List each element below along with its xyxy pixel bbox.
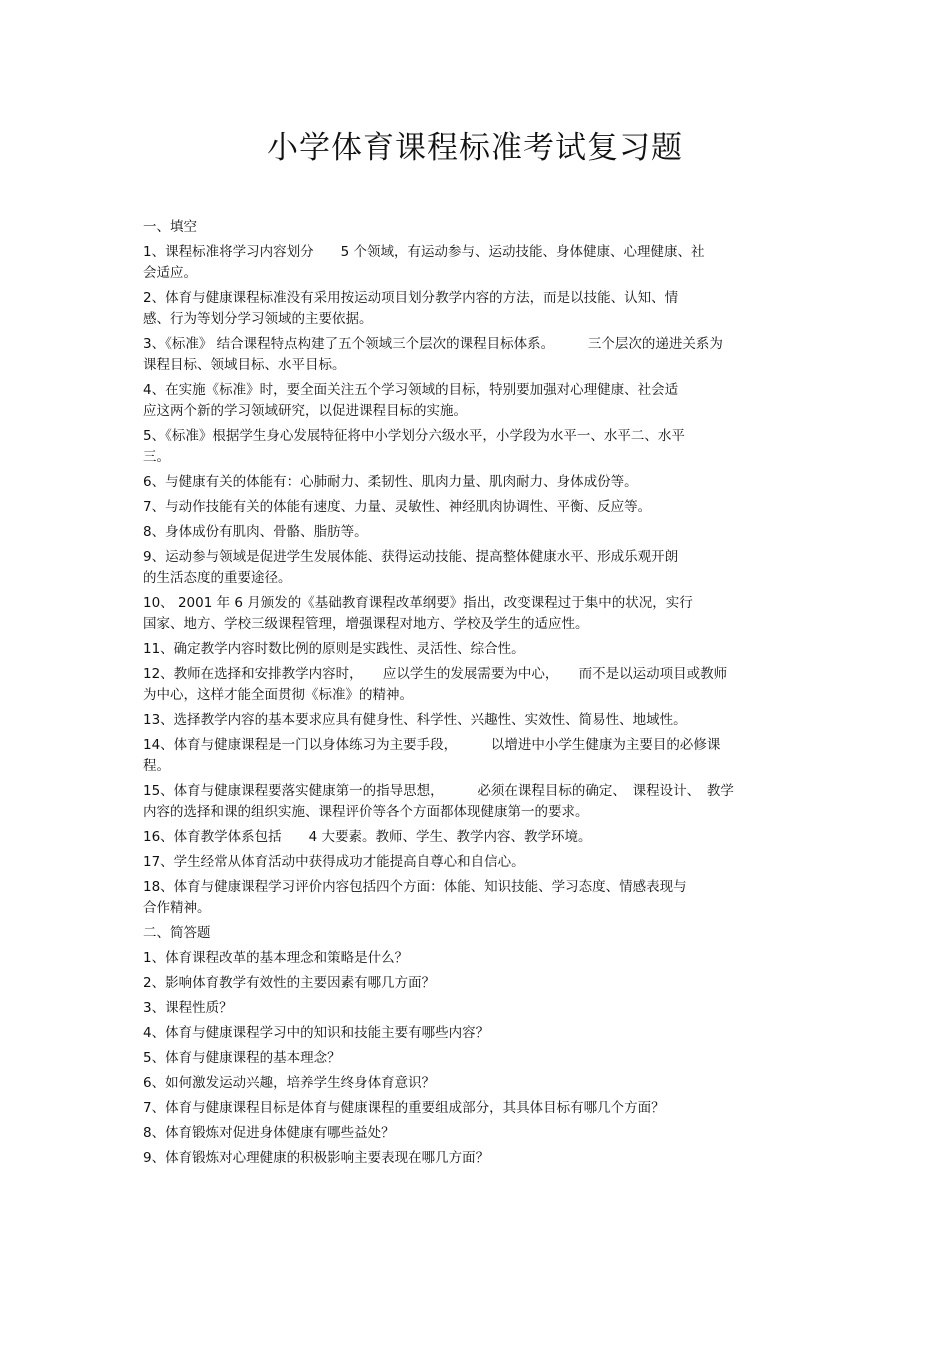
text-line: 6、如何激发运动兴趣，培养学生终身体育意识？ — [143, 1075, 436, 1091]
text-line: 16、体育教学体系包括 4 大要素。教师、学生、教学内容、教学环境。 — [143, 829, 592, 845]
text-line: 应这两个新的学习领域研究，以促进课程目标的实施。 — [143, 403, 467, 419]
fill-in-question — [143, 877, 805, 919]
text-line: 程。 — [143, 758, 170, 774]
short-answer-question-list — [143, 948, 805, 1169]
short-answer-question — [143, 1098, 805, 1119]
text-line: 1、体育课程改革的基本理念和策略是什么？ — [143, 950, 409, 966]
text-line: 15、体育与健康课程要落实健康第一的指导思想， 必须在课程目标的确定、 课程设计、 教学 — [143, 783, 734, 799]
short-answer-question — [143, 1148, 805, 1169]
text-line: 3、课程性质？ — [143, 1000, 233, 1016]
text-line: 14、体育与健康课程是一门以身体练习为主要手段， 以增进中小学生健康为主要目的必修课 — [143, 737, 721, 753]
text-line: 5、《标准》根据学生身心发展特征将中小学划分六级水平，小学段为水平一、水平二、水平 — [143, 428, 685, 444]
fill-in-question — [143, 522, 805, 543]
text-line: 7、与动作技能有关的体能有速度、力量、灵敏性、神经肌肉协调性、平衡、反应等。 — [143, 499, 652, 515]
fill-in-question — [143, 426, 805, 468]
text-line: 10、 2001 年 6 月颁发的《基础教育课程改革纲要》指出，改变课程过于集中的状况，实行 — [143, 595, 693, 611]
text-line: 13、选择教学内容的基本要求应具有健身性、科学性、兴趣性、实效性、简易性、地域性。 — [143, 712, 687, 728]
text-line: 8、身体成份有肌肉、骨骼、脂肪等。 — [143, 524, 368, 540]
fill-in-question — [143, 710, 805, 731]
fill-in-question — [143, 781, 805, 823]
short-answer-question — [143, 1123, 805, 1144]
text-line: 1、课程标准将学习内容划分 5 个领域，有运动参与、运动技能、身体健康、心理健康、社 — [143, 244, 705, 260]
text-line: 2、影响体育教学有效性的主要因素有哪几方面？ — [143, 975, 436, 991]
text-line: 课程目标、领域目标、水平目标。 — [143, 357, 346, 373]
text-line: 的生活态度的重要途径。 — [143, 570, 292, 586]
text-line: 合作精神。 — [143, 900, 211, 916]
short-answer-question — [143, 998, 805, 1019]
text-line: 5、体育与健康课程的基本理念？ — [143, 1050, 341, 1066]
fill-in-question — [143, 827, 805, 848]
text-line: 11、确定教学内容时数比例的原则是实践性、灵活性、综合性。 — [143, 641, 525, 657]
text-line: 2、体育与健康课程标准没有采用按运动项目划分教学内容的方法，而是以技能、认知、情 — [143, 290, 679, 306]
short-answer-question — [143, 1073, 805, 1094]
fill-in-question — [143, 547, 805, 589]
short-answer-question — [143, 948, 805, 969]
text-line: 8、体育锻炼对促进身体健康有哪些益处？ — [143, 1125, 395, 1141]
document-body — [143, 217, 805, 1173]
fill-in-question — [143, 497, 805, 518]
fill-in-question — [143, 735, 805, 777]
text-line: 内容的选择和课的组织实施、课程评价等各个方面都体现健康第一的要求。 — [143, 804, 589, 820]
fill-in-question — [143, 664, 805, 706]
text-line: 6、与健康有关的体能有：心肺耐力、柔韧性、肌肉力量、肌肉耐力、身体成份等。 — [143, 474, 638, 490]
text-line: 为中心，这样才能全面贯彻《标准》的精神。 — [143, 687, 413, 703]
text-line: 4、在实施《标准》时，要全面关注五个学习领域的目标，特别要加强对心理健康、社会适 — [143, 382, 679, 398]
short-answer-question — [143, 1023, 805, 1044]
text-line: 9、运动参与领域是促进学生发展体能、获得运动技能、提高整体健康水平、形成乐观开朗 — [143, 549, 679, 565]
text-line: 感、行为等划分学习领域的主要依据。 — [143, 311, 373, 327]
section-heading-fill-in: 一、填空 — [143, 219, 197, 235]
text-line: 3、《标准》 结合课程特点构建了五个领域三个层次的课程目标体系。 三个层次的递进关系为 — [143, 336, 723, 352]
document-title: 小学体育课程标准考试复习题 — [267, 130, 683, 166]
fill-in-question-list — [143, 242, 805, 919]
short-answer-question — [143, 1048, 805, 1069]
fill-in-question — [143, 852, 805, 873]
text-line: 4、体育与健康课程学习中的知识和技能主要有哪些内容？ — [143, 1025, 490, 1041]
fill-in-question — [143, 242, 805, 284]
text-line: 9、体育锻炼对心理健康的积极影响主要表现在哪几方面？ — [143, 1150, 490, 1166]
fill-in-question — [143, 334, 805, 376]
text-line: 三。 — [143, 449, 170, 465]
section-heading-short-answer: 二、简答题 — [143, 925, 211, 941]
fill-in-question — [143, 639, 805, 660]
short-answer-question — [143, 973, 805, 994]
fill-in-question — [143, 472, 805, 493]
fill-in-question — [143, 380, 805, 422]
text-line: 7、体育与健康课程目标是体育与健康课程的重要组成部分，其具体目标有哪几个方面？ — [143, 1100, 665, 1116]
text-line: 12、教师在选择和安排教学内容时， 应以学生的发展需要为中心， 而不是以运动项目或教师 — [143, 666, 728, 682]
text-line: 会适应。 — [143, 265, 197, 281]
text-line: 18、体育与健康课程学习评价内容包括四个方面：体能、知识技能、学习态度、情感表现与 — [143, 879, 687, 895]
fill-in-question — [143, 593, 805, 635]
fill-in-question — [143, 288, 805, 330]
text-line: 17、学生经常从体育活动中获得成功才能提高自尊心和自信心。 — [143, 854, 525, 870]
text-line: 国家、地方、学校三级课程管理，增强课程对地方、学校及学生的适应性。 — [143, 616, 589, 632]
